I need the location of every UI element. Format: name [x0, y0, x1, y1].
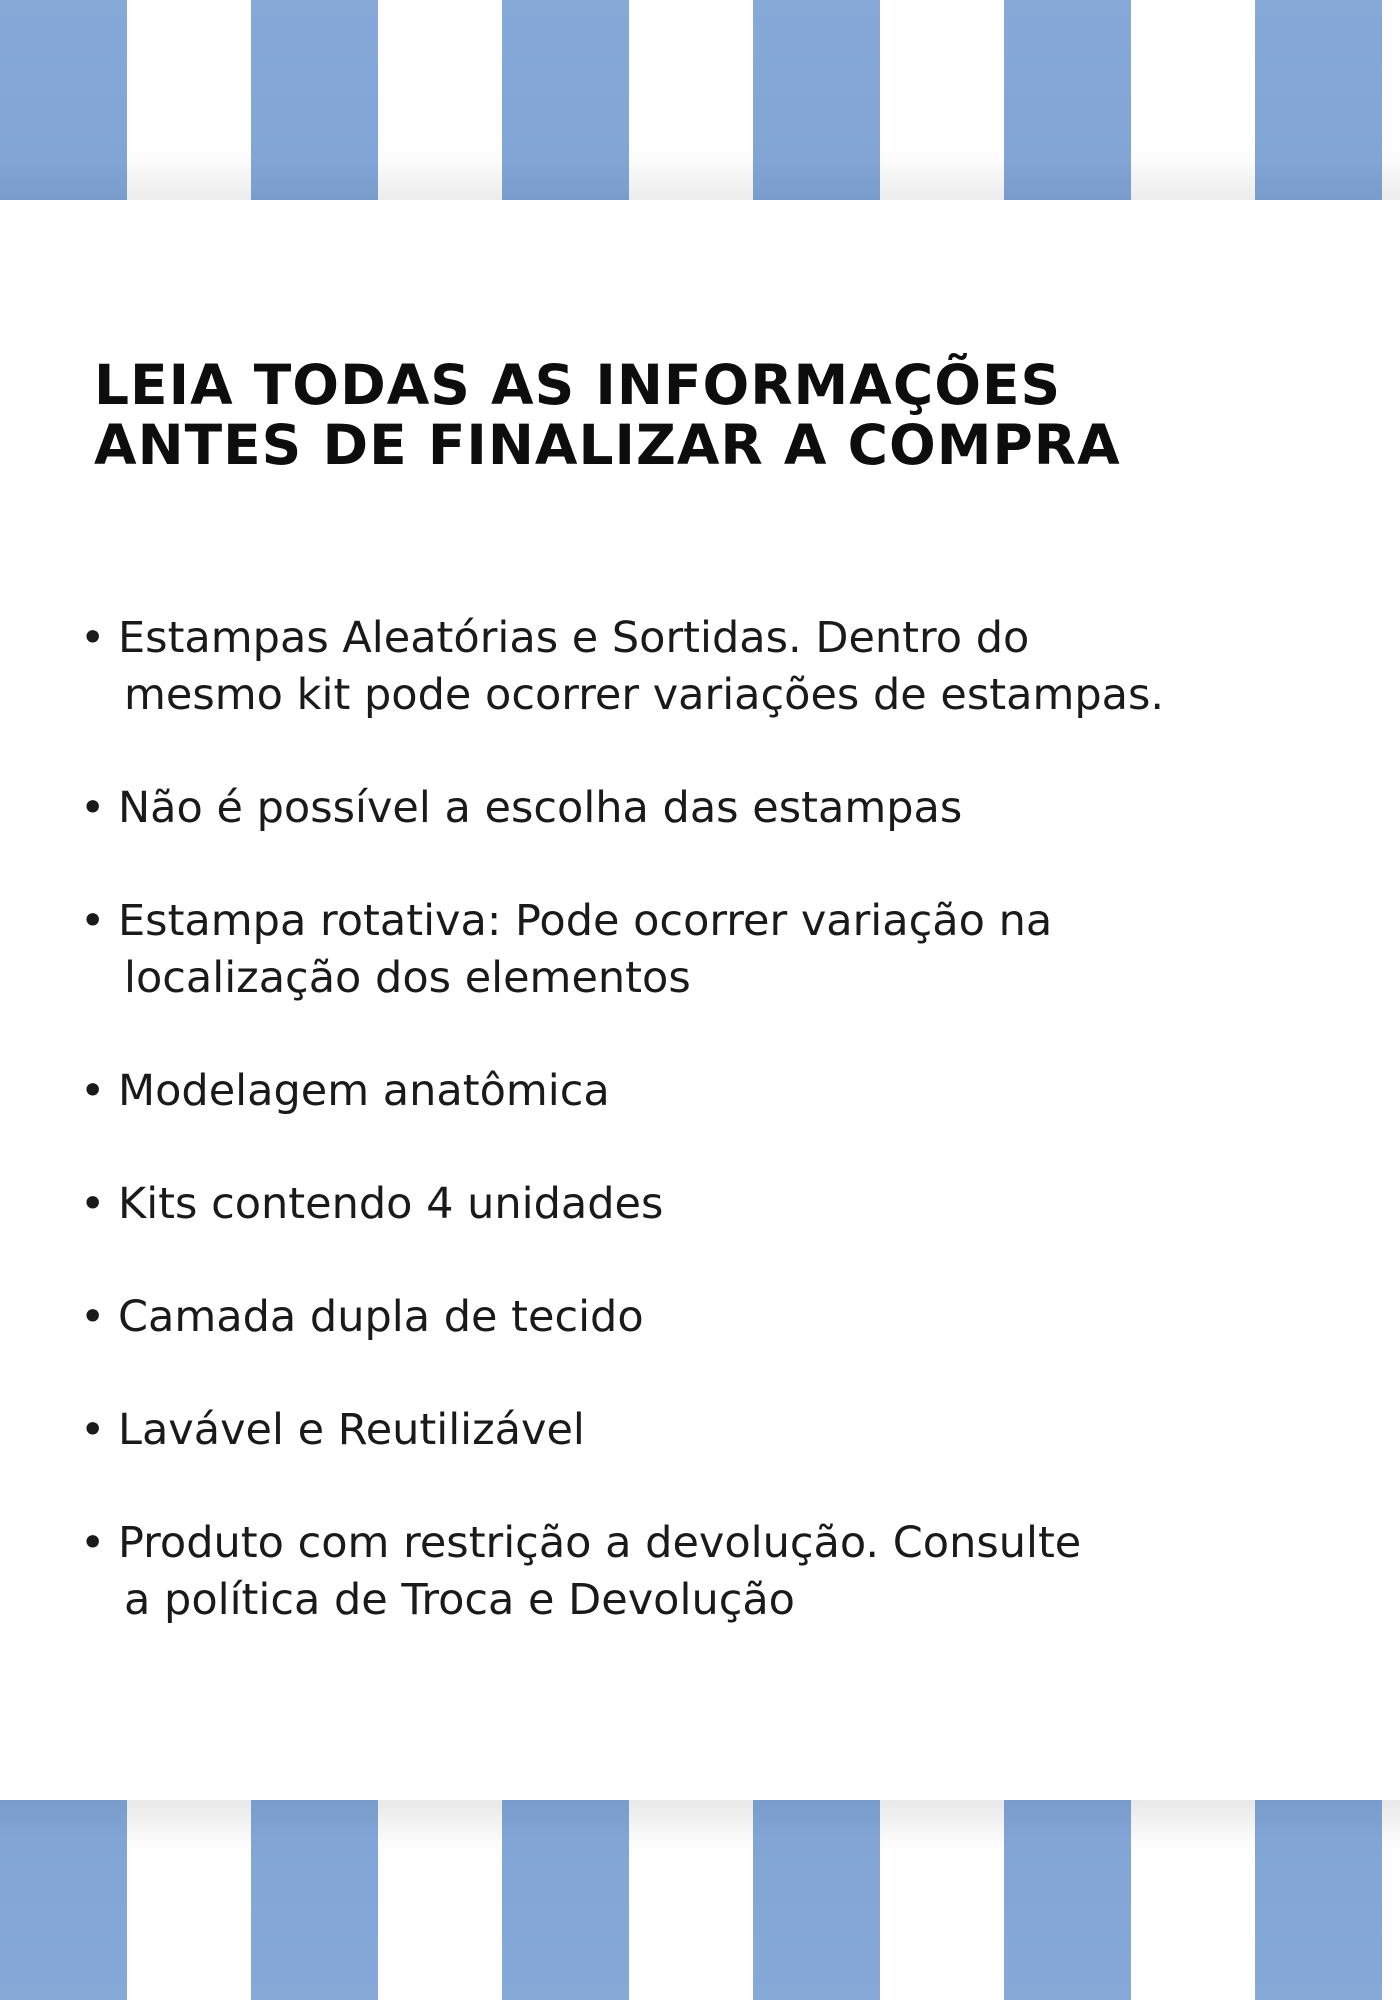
list-item — [80, 1289, 1340, 1346]
bullet-icon: • — [80, 896, 106, 946]
list-item-text: Produto com restrição a devolução. Consulte — [118, 1518, 1082, 1568]
stripe-white — [629, 1800, 753, 2000]
stripe-blue — [1004, 0, 1131, 200]
stripe-blue — [753, 0, 880, 200]
stripe-white — [629, 0, 753, 200]
stripe-blue — [251, 1800, 378, 2000]
list-item-text: Kits contendo 4 unidades — [118, 1179, 664, 1229]
list-item — [80, 1402, 1340, 1459]
list-item — [80, 610, 1340, 724]
stripe-blue — [1255, 0, 1382, 200]
list-item-text: Camada dupla de tecido — [118, 1292, 644, 1342]
stripe-white — [1131, 0, 1255, 200]
list-item-text: mesmo kit pode ocorrer variações de estampas. — [124, 670, 1165, 720]
bullet-icon: • — [80, 1518, 106, 1568]
title-line-1: LEIA TODAS AS INFORMAÇÕES — [94, 353, 1062, 417]
list-item — [80, 1176, 1340, 1233]
list-item — [80, 780, 1340, 837]
stripe-blue — [0, 0, 127, 200]
list-item-text: Lavável e Reutilizável — [118, 1405, 585, 1455]
page-title — [94, 355, 1334, 475]
bullet-icon: • — [80, 613, 106, 663]
list-item-text: Não é possível a escolha das estampas — [118, 783, 963, 833]
stripe-blue — [1004, 1800, 1131, 2000]
list-item-text: a política de Troca e Devolução — [124, 1575, 795, 1625]
list-item-text: localização dos elementos — [124, 953, 691, 1003]
stripe-white — [1382, 1800, 1400, 2000]
stripe-white — [880, 1800, 1004, 2000]
stripe-white — [378, 1800, 502, 2000]
stripe-white — [1382, 0, 1400, 200]
stripe-blue — [0, 1800, 127, 2000]
top-stripe-band — [0, 0, 1400, 200]
stripe-blue — [251, 0, 378, 200]
bottom-stripe-band — [0, 1800, 1400, 2000]
stripe-white — [127, 0, 251, 200]
bullet-icon: • — [80, 1066, 106, 1116]
stripe-blue — [502, 0, 629, 200]
bullet-icon: • — [80, 1292, 106, 1342]
stripe-blue — [1255, 1800, 1382, 2000]
stripe-white — [127, 1800, 251, 2000]
list-item — [80, 1063, 1340, 1120]
stripe-white — [378, 0, 502, 200]
stripe-white — [880, 0, 1004, 200]
stripe-blue — [502, 1800, 629, 2000]
list-item-text: Modelagem anatômica — [118, 1066, 610, 1116]
list-item-text: Estampas Aleatórias e Sortidas. Dentro do — [118, 613, 1030, 663]
list-item-text: Estampa rotativa: Pode ocorrer variação na — [118, 896, 1053, 946]
bullet-icon: • — [80, 1405, 106, 1455]
bullet-icon: • — [80, 783, 106, 833]
title-line-2: ANTES DE FINALIZAR A COMPRA — [94, 413, 1121, 477]
bullet-icon: • — [80, 1179, 106, 1229]
list-item — [80, 893, 1340, 1007]
info-list — [80, 610, 1340, 1629]
list-item — [80, 1515, 1340, 1629]
stripe-blue — [753, 1800, 880, 2000]
stripe-white — [1131, 1800, 1255, 2000]
